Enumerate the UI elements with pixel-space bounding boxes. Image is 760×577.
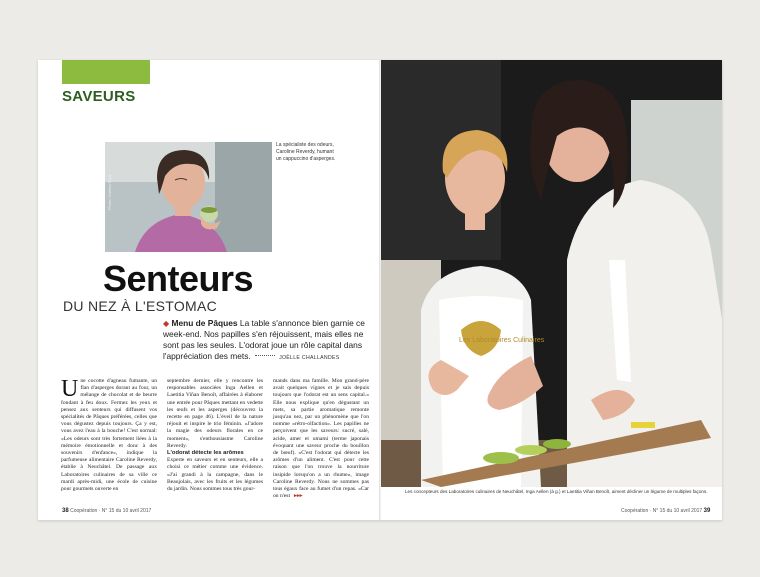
body-text-col2a: septembre dernier, elle y rencontre les responsables associées Inga Aellen et Laetitia Viñan Benoît, affairées à élaborer une entrée pour Pâques mettant en vedette les œufs et les asperges (découvrez la recette en page 46). L'éveil de la nature réjouit et inspire le trio féminin. «J'adore la magie des odeurs florales en ce moment», s'enthousiasme Caroline Reverdy. [167, 378, 263, 449]
lead-marker-icon: ◆ [163, 319, 170, 328]
folio-left [62, 508, 151, 514]
portrait-caption: La spécialiste des odeurs, Caroline Reverdy, humant un cappuccino d'asperges. [276, 142, 336, 162]
main-photo [381, 60, 722, 487]
body-column-1 [61, 378, 157, 493]
body-text-col3: mands dans ma famille. Mon grand-père avait quelques vignes et je sais depuis toujours que l'odorat est un sens capital.» Elle nous explique qu'en dégustant un mets, sa partie aromatique remonte jusqu'au nez, par un phénomène que l'on nomme «rétro-olfaction». Les papilles ne perçoivent que les saveurs: sucré, salé, acide, amer et umami (terme japonais évoquant une saveur proche du bouillon de bœuf). «C'est l'odorat qui détecte les arômes d'un aliment. C'est pour cette raison que l'on trouve la nourriture insipide lorsqu'on a un rhume», image Caroline Reverdy. Nous ne sommes pas tous égaux face au fumet d'un repas. «Car on n'est [273, 378, 369, 500]
left-page [38, 60, 379, 520]
issue-info-left: Coopération · N° 15 du 10 avril 2017 [70, 508, 152, 514]
lead-paragraph [163, 318, 373, 364]
subheadline: DU NEZ À L'ESTOMAC [63, 298, 218, 314]
portrait-woman-image [105, 142, 272, 252]
body-column-3 [273, 378, 369, 500]
section-label: SAVEURS [62, 88, 136, 105]
body-column-2 [167, 378, 263, 493]
page-number-right: 39 [703, 508, 711, 514]
apron-text: Les Laboratoires Culinaires [459, 337, 545, 344]
portrait-photo [105, 142, 272, 252]
lead-title: Menu de Pâques [171, 318, 238, 328]
folio-right [621, 508, 710, 514]
photo-credit: Photo: Gaëtan Bally [107, 174, 112, 210]
lead-text: La table s'annonce bien garnie ce week-end. Nos papilles s'en réjouissent, mais elles ne sont pas les seules. L'odorat joue un rôle capital dans l'appréciation des mets. [163, 318, 365, 361]
body-text-col2b: Experte en saveurs et en senteurs, elle a choisi ce métier comme une évidence. «J'ai grandi à la campagne, dans le Beaujolais, avec les fruits et les légumes du jardin. Nous sommes tous très gour- [167, 457, 263, 493]
continue-marker-icon: ▸▸▸ [294, 493, 303, 500]
two-chefs-cooking-image [381, 60, 722, 487]
issue-info-right: Coopération · N° 15 du 10 avril 2017 [621, 508, 703, 514]
byline-rule [255, 355, 275, 356]
page-number-left: 38 [62, 508, 69, 514]
magazine-spread [38, 60, 722, 520]
drop-cap: U [61, 376, 79, 402]
right-page [381, 60, 722, 520]
section-color-bar [62, 60, 150, 84]
headline: Senteurs [103, 258, 254, 299]
byline: JOËLLE CHALLANDES [279, 355, 340, 361]
body-subheading: L'odorat détecte les arômes [167, 450, 244, 457]
main-photo-caption: Les concepteurs des Laboratoires culinaires de Neuchâtel, Inga Aellen (à g.) et Laetitia Viñan Benoît, aiment décliner un légume de multiples façons. [405, 489, 708, 494]
body-text-col1: ne cocotte d'agneau fumante, un flan d'asperges doraut au four, un mélange de chocolat et de beurre fondant à feu doux. Fermez les yeux et pensez aux senteurs qui diffusent vos spécialités de Pâques préférées, celles que vous dégustez depuis toujours. Ça y est, vous avez l'eau à la bouche! C'est normal: «Les odeurs sont très fortement liées à la mémoire émotionnelle et donc à des souvenirs d'enfance», indique la parfumeuse alimentaire Caroline Reverdy, établie à Neuchâtel. De passage aux Laboratoires culinaires de sa ville ce mardi après-midi, une école de cuisine pour gourmets ouverte en [61, 378, 157, 493]
